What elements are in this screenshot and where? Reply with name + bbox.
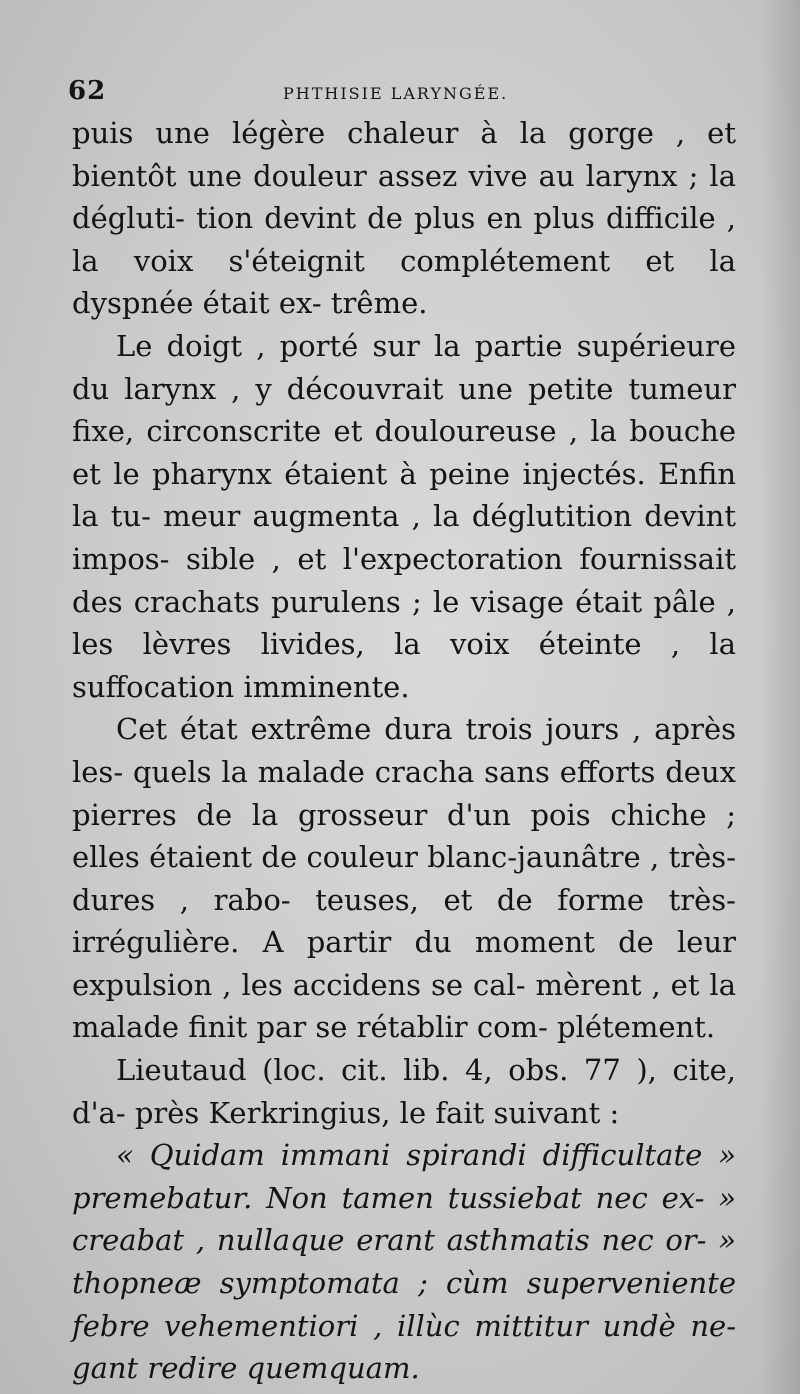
running-title: PHTHISIE LARYNGÉE. — [283, 84, 509, 103]
page-number: 62 — [68, 76, 107, 106]
paragraph-1: puis une légère chaleur à la gorge , et bientôt une douleur assez vive au larynx ; la dégluti- tion devint de plus en plus difficile , la voix s'éteignit complétement et la dyspnée était ex- trême. — [72, 116, 736, 321]
latin-quotation: « Quidam immani spirandi difficultate » premebatur. Non tamen tussiebat nec ex- » creabat , nullaque erant asthmatis nec or- » thopneæ symptomata ; cùm superveniente febre vehementiori , illùc mittitur undè ne- gant redire quemquam. — [72, 1138, 736, 1386]
page-header — [68, 76, 732, 112]
paragraph-2: Le doigt , porté sur la partie supérieure du larynx , y découvrait une petite tumeur fixe, circonscrite et douloureuse , la bouche et le pharynx étaient à peine injectés. Enfin la tu- meur augmenta , la déglutition devint impos- sible , et l'expectoration fournissait des crachats purulens ; le visage était pâle , les lèvres livides, la voix éteinte , la suffocation imminente. — [72, 328, 736, 704]
paragraph-4: Lieutaud (loc. cit. lib. 4, obs. 77 ), cite, d'a- près Kerkringius, le fait suivant : — [72, 1053, 736, 1130]
paragraph-3: Cet état extrême dura trois jours , après les- quels la malade cracha sans efforts deux pierres de la grosseur d'un pois chiche ; elles étaient de couleur blanc-jaunâtre , très-dures , rabo- teuses, et de forme très-irrégulière. A partir du moment de leur expulsion , les accidens se cal- mèrent , et la malade finit par se rétablir com- plétement. — [72, 712, 736, 1045]
body-text — [72, 112, 736, 1390]
